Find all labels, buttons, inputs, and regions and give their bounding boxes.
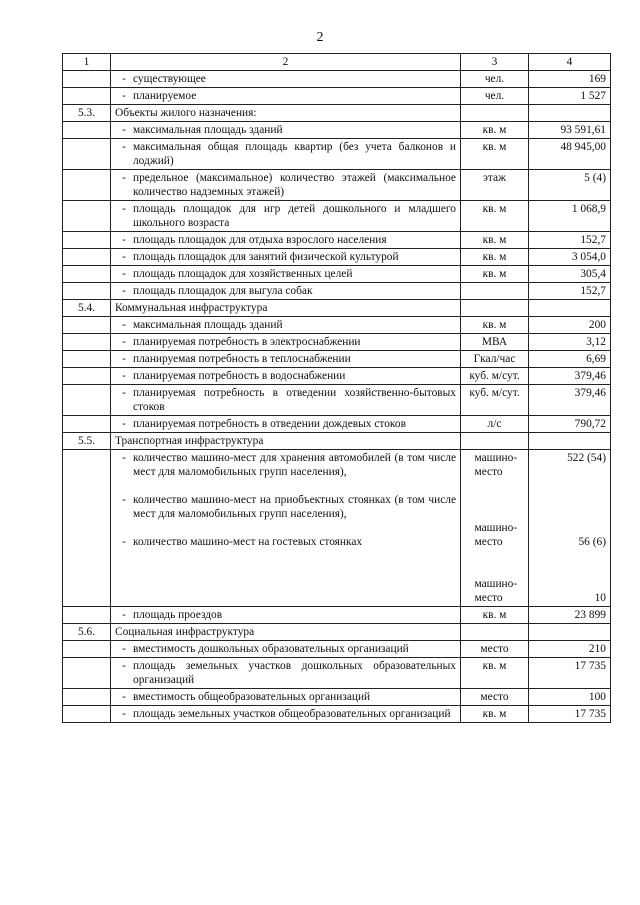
row-text: вместимость общеобразовательных организаций bbox=[133, 691, 371, 703]
header-col-2: 2 bbox=[111, 54, 461, 71]
table-row bbox=[63, 689, 611, 706]
table-body-lower bbox=[63, 607, 611, 723]
table-row bbox=[63, 266, 611, 283]
row-text: планируемая потребность в электроснабжении bbox=[133, 336, 361, 348]
row-dash: - bbox=[122, 536, 126, 548]
row-description bbox=[111, 71, 461, 88]
row-code bbox=[63, 317, 111, 334]
table-row bbox=[63, 122, 611, 139]
table-row bbox=[63, 139, 611, 170]
row-dash: - bbox=[122, 90, 126, 102]
row-dash: - bbox=[122, 691, 126, 703]
row-unit: кв. м bbox=[461, 607, 529, 624]
row-code bbox=[63, 122, 111, 139]
row-value: 1 527 bbox=[529, 88, 611, 105]
row-value: 1 068,9 bbox=[529, 201, 611, 232]
row-dash: - bbox=[122, 387, 126, 399]
row-code bbox=[63, 283, 111, 300]
row-dash: - bbox=[122, 643, 126, 655]
row-unit: куб. м/сут. bbox=[461, 385, 529, 416]
table-row bbox=[63, 105, 611, 122]
table-row bbox=[63, 368, 611, 385]
row-value: 5 (4) bbox=[529, 170, 611, 201]
row-text: площадь площадок для отдыха взрослого населения bbox=[133, 234, 387, 246]
row-text: максимальная площадь зданий bbox=[133, 319, 283, 331]
page-number: 2 bbox=[316, 30, 324, 45]
unit-parking-storage: машино-место bbox=[474, 452, 518, 478]
row-value: 152,7 bbox=[529, 232, 611, 249]
row-dash: - bbox=[122, 319, 126, 331]
row-value bbox=[529, 105, 611, 122]
row-description bbox=[111, 232, 461, 249]
row-text: вместимость дошкольных образовательных организаций bbox=[133, 643, 409, 655]
row-text: Социальная инфраструктура bbox=[115, 626, 255, 638]
table-body-transport bbox=[63, 450, 611, 607]
row-dash: - bbox=[122, 708, 126, 720]
row-value: 305,4 bbox=[529, 266, 611, 283]
row-unit bbox=[461, 433, 529, 450]
table-row bbox=[63, 658, 611, 689]
row-unit: кв. м bbox=[461, 139, 529, 170]
row-dash: - bbox=[122, 268, 126, 280]
row-value: 48 945,00 bbox=[529, 139, 611, 170]
row-dash: - bbox=[122, 353, 126, 365]
row-value: 200 bbox=[529, 317, 611, 334]
row-unit: кв. м bbox=[461, 658, 529, 689]
row-description bbox=[111, 283, 461, 300]
row-unit: чел. bbox=[461, 88, 529, 105]
row-dash: - bbox=[122, 336, 126, 348]
row-text: планируемая потребность в отведении дождевых стоков bbox=[133, 418, 406, 430]
row-text: Транспортная инфраструктура bbox=[115, 435, 264, 447]
row-dash: - bbox=[122, 609, 126, 621]
row-code bbox=[63, 385, 111, 416]
row-description bbox=[111, 385, 461, 416]
row-unit bbox=[461, 450, 529, 607]
row-unit: кв. м bbox=[461, 266, 529, 283]
row-description bbox=[111, 351, 461, 368]
row-description bbox=[111, 317, 461, 334]
row-unit: кв. м bbox=[461, 232, 529, 249]
row-description bbox=[111, 300, 461, 317]
row-value: 379,46 bbox=[529, 368, 611, 385]
row-description bbox=[111, 249, 461, 266]
row-value: 6,69 bbox=[529, 351, 611, 368]
table-row bbox=[63, 249, 611, 266]
row-dash: - bbox=[122, 141, 126, 153]
row-dash: - bbox=[122, 172, 126, 184]
row-text: площадь земельных участков общеобразовательных организаций bbox=[133, 708, 451, 720]
table-row bbox=[63, 385, 611, 416]
row-dash: - bbox=[122, 660, 126, 672]
table-row bbox=[63, 607, 611, 624]
row-text: планируемое bbox=[133, 90, 197, 102]
row-text: площадь площадок для игр детей дошкольного и младшего школьного возраста bbox=[133, 203, 456, 229]
row-code bbox=[63, 658, 111, 689]
row-text: количество машино-мест на гостевых стоянках bbox=[133, 536, 363, 548]
row-text: максимальная общая площадь квартир (без учета балконов и лоджий) bbox=[133, 141, 456, 167]
table-row bbox=[63, 433, 611, 450]
row-description bbox=[111, 170, 461, 201]
row-description bbox=[111, 416, 461, 433]
row-value: 23 899 bbox=[529, 607, 611, 624]
row-text: площадь земельных участков дошкольных образовательных организаций bbox=[133, 660, 456, 686]
row-description bbox=[111, 88, 461, 105]
row-value: 152,7 bbox=[529, 283, 611, 300]
row-unit: кв. м bbox=[461, 122, 529, 139]
row-unit: место bbox=[461, 689, 529, 706]
row-unit bbox=[461, 105, 529, 122]
row-code bbox=[63, 232, 111, 249]
row-dash: - bbox=[122, 203, 126, 215]
row-code: 5.4. bbox=[63, 300, 111, 317]
row-value: 210 bbox=[529, 641, 611, 658]
row-code bbox=[63, 641, 111, 658]
row-unit: кв. м bbox=[461, 317, 529, 334]
row-text: площадь площадок для выгула собак bbox=[133, 285, 313, 297]
row-code bbox=[63, 416, 111, 433]
header-col-4: 4 bbox=[529, 54, 611, 71]
value-parking-onsite: 56 (6) bbox=[578, 536, 606, 548]
row-code bbox=[63, 139, 111, 170]
table-header-row bbox=[63, 54, 611, 71]
row-value: 790,72 bbox=[529, 416, 611, 433]
row-description bbox=[111, 641, 461, 658]
row-unit: МВА bbox=[461, 334, 529, 351]
table-row bbox=[63, 641, 611, 658]
table-row bbox=[63, 334, 611, 351]
row-unit: куб. м/сут. bbox=[461, 368, 529, 385]
value-parking-guest: 10 bbox=[594, 592, 606, 604]
row-unit bbox=[461, 283, 529, 300]
row-unit: кв. м bbox=[461, 249, 529, 266]
row-code: 5.6. bbox=[63, 624, 111, 641]
row-text: количество машино-мест на приобъектных стоянках (в том числе мест для маломобильных групп населения), bbox=[133, 494, 456, 520]
row-code bbox=[63, 351, 111, 368]
row-dash: - bbox=[122, 418, 126, 430]
table-body-upper bbox=[63, 71, 611, 450]
table-row bbox=[63, 71, 611, 88]
row-code bbox=[63, 368, 111, 385]
table-row bbox=[63, 317, 611, 334]
table-row bbox=[63, 624, 611, 641]
table-row bbox=[63, 170, 611, 201]
row-value bbox=[529, 624, 611, 641]
table-row bbox=[63, 283, 611, 300]
row-code bbox=[63, 334, 111, 351]
row-text: количество машино-мест для хранения автомобилей (в том числе мест для маломобильных групп населения), bbox=[133, 452, 456, 478]
row-code bbox=[63, 201, 111, 232]
row-description bbox=[111, 105, 461, 122]
specification-table bbox=[62, 53, 611, 723]
row-dash: - bbox=[122, 73, 126, 85]
row-code bbox=[63, 607, 111, 624]
row-text: предельное (максимальное) количество этажей (максимальное количество надземных этажей) bbox=[133, 172, 456, 198]
row-value: 100 bbox=[529, 689, 611, 706]
table-row bbox=[63, 201, 611, 232]
row-description bbox=[111, 433, 461, 450]
row-dash: - bbox=[122, 494, 126, 506]
value-parking-storage: 522 (54) bbox=[567, 452, 606, 464]
row-code bbox=[63, 266, 111, 283]
row-code bbox=[63, 71, 111, 88]
row-dash: - bbox=[122, 285, 126, 297]
row-value: 93 591,61 bbox=[529, 122, 611, 139]
row-text: существующее bbox=[133, 73, 206, 85]
row-unit: чел. bbox=[461, 71, 529, 88]
row-code bbox=[63, 249, 111, 266]
row-text: площадь площадок для хозяйственных целей bbox=[133, 268, 353, 280]
row-description bbox=[111, 139, 461, 170]
row-description bbox=[111, 607, 461, 624]
table-row bbox=[63, 88, 611, 105]
row-description bbox=[111, 658, 461, 689]
row-value: 3,12 bbox=[529, 334, 611, 351]
row-code bbox=[63, 689, 111, 706]
table-row bbox=[63, 300, 611, 317]
row-text: площадь проездов bbox=[133, 609, 223, 621]
row-unit: Гкал/час bbox=[461, 351, 529, 368]
row-description bbox=[111, 266, 461, 283]
row-value: 169 bbox=[529, 71, 611, 88]
row-text: планируемая потребность в водоснабжении bbox=[133, 370, 346, 382]
row-description bbox=[111, 334, 461, 351]
row-text: площадь площадок для занятий физической культурой bbox=[133, 251, 399, 263]
row-description bbox=[111, 368, 461, 385]
row-code bbox=[63, 706, 111, 723]
row-description bbox=[111, 706, 461, 723]
unit-parking-guest: машино-место bbox=[474, 578, 518, 604]
row-description bbox=[111, 450, 461, 607]
row-dash: - bbox=[122, 251, 126, 263]
table-row bbox=[63, 416, 611, 433]
row-unit: этаж bbox=[461, 170, 529, 201]
row-dash: - bbox=[122, 124, 126, 136]
row-dash: - bbox=[122, 234, 126, 246]
row-description bbox=[111, 624, 461, 641]
row-text: максимальная площадь зданий bbox=[133, 124, 283, 136]
row-description bbox=[111, 201, 461, 232]
row-code: 5.3. bbox=[63, 105, 111, 122]
row-dash: - bbox=[122, 452, 126, 464]
row-dash: - bbox=[122, 370, 126, 382]
row-value bbox=[529, 433, 611, 450]
row-description bbox=[111, 122, 461, 139]
unit-parking-onsite: машино-место bbox=[474, 522, 518, 548]
row-value bbox=[529, 450, 611, 607]
row-value: 17 735 bbox=[529, 658, 611, 689]
row-description bbox=[111, 689, 461, 706]
table-row bbox=[63, 351, 611, 368]
table-row-transport-parking bbox=[63, 450, 611, 607]
row-unit: место bbox=[461, 641, 529, 658]
row-value: 17 735 bbox=[529, 706, 611, 723]
row-unit: л/с bbox=[461, 416, 529, 433]
row-text: Объекты жилого назначения: bbox=[115, 107, 257, 119]
row-text: планируемая потребность в теплоснабжении bbox=[133, 353, 351, 365]
row-value: 3 054,0 bbox=[529, 249, 611, 266]
row-text: планируемая потребность в отведении хозяйственно-бытовых стоков bbox=[133, 387, 456, 413]
table-row bbox=[63, 706, 611, 723]
row-code: 5.5. bbox=[63, 433, 111, 450]
row-code bbox=[63, 88, 111, 105]
row-value: 379,46 bbox=[529, 385, 611, 416]
table-row bbox=[63, 232, 611, 249]
row-value bbox=[529, 300, 611, 317]
row-unit: кв. м bbox=[461, 706, 529, 723]
header-col-1: 1 bbox=[63, 54, 111, 71]
row-code bbox=[63, 450, 111, 607]
row-text: Коммунальная инфраструктура bbox=[115, 302, 268, 314]
row-unit bbox=[461, 300, 529, 317]
header-col-3: 3 bbox=[461, 54, 529, 71]
row-unit bbox=[461, 624, 529, 641]
row-unit: кв. м bbox=[461, 201, 529, 232]
row-code bbox=[63, 170, 111, 201]
